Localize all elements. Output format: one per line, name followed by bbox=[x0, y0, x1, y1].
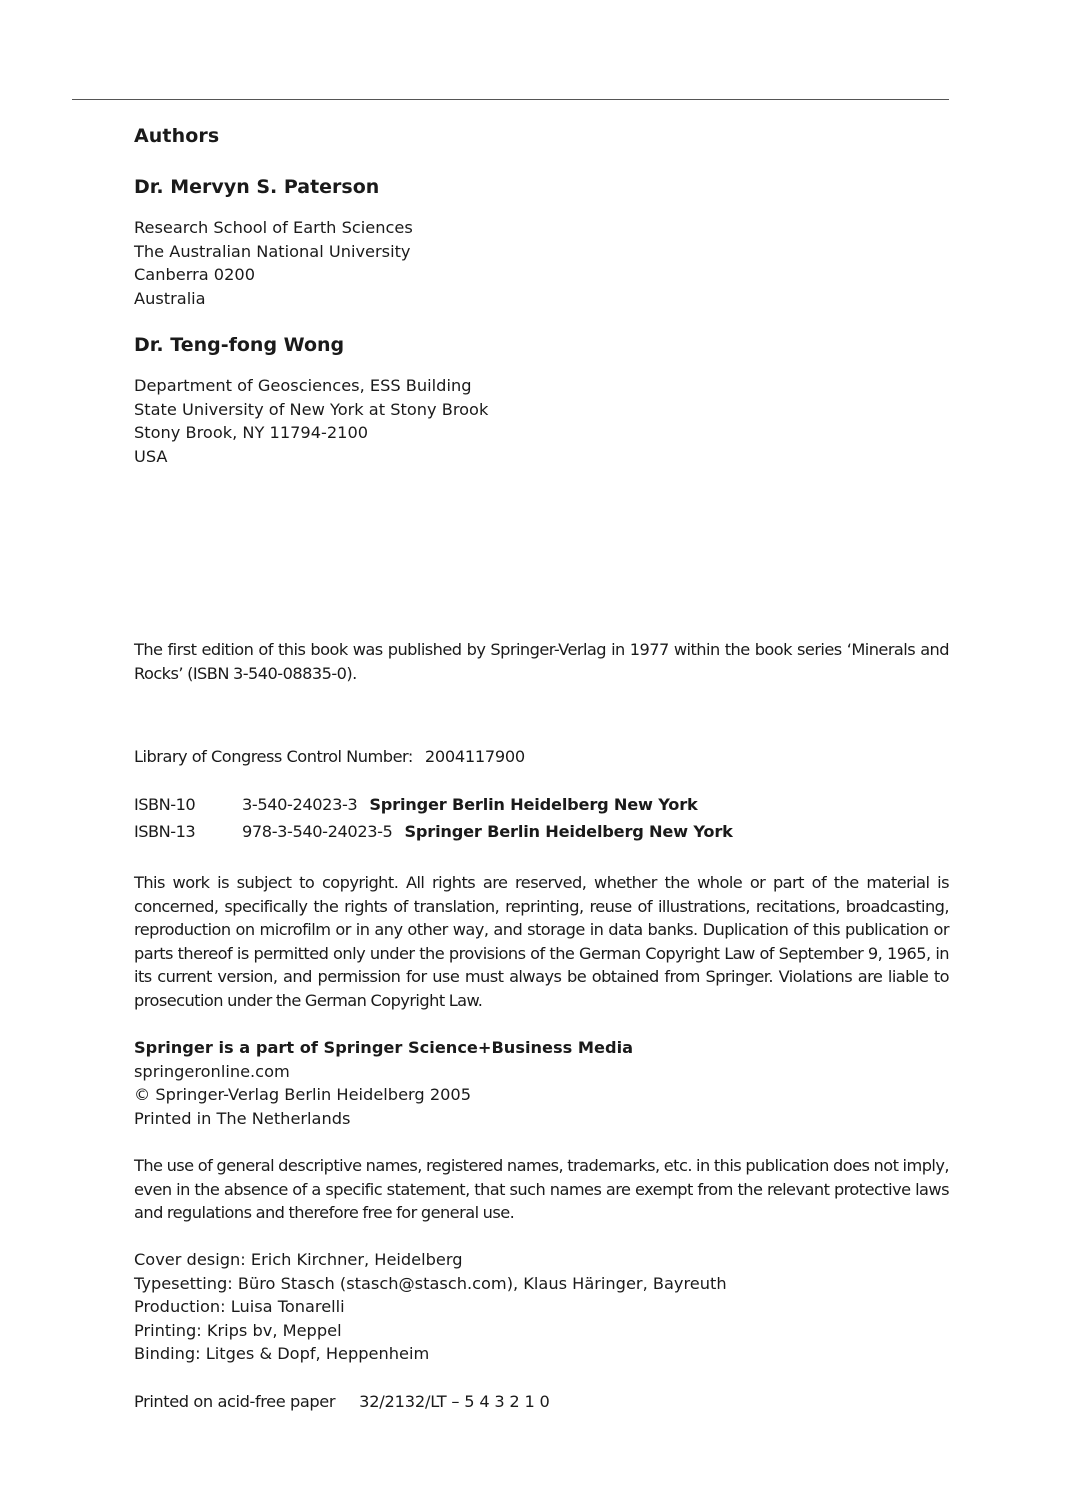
top-rule bbox=[72, 99, 949, 100]
isbn-list bbox=[134, 795, 733, 849]
lccn-label: Library of Congress Control Number: bbox=[134, 747, 413, 766]
address-line: The Australian National University bbox=[134, 241, 411, 261]
isbn-number: 978-3-540-24023-5 bbox=[242, 822, 393, 841]
credits bbox=[134, 1248, 727, 1366]
credit-line: Typesetting: Büro Stasch (stasch@stasch.com), Klaus Häringer, Bayreuth bbox=[134, 1273, 727, 1293]
lccn-value: 2004117900 bbox=[424, 747, 525, 766]
isbn-row bbox=[134, 822, 733, 849]
credit-line: Printing: Krips bv, Meppel bbox=[134, 1320, 342, 1340]
author-address-1 bbox=[134, 216, 413, 310]
address-line: Canberra 0200 bbox=[134, 265, 256, 285]
paper-note-code: 32/2132/LT – 5 4 3 2 1 0 bbox=[359, 1392, 550, 1411]
publisher-block bbox=[134, 1036, 633, 1130]
credit-line: Cover design: Erich Kirchner, Heidelberg bbox=[134, 1250, 463, 1269]
address-line: Stony Brook, NY 11794-2100 bbox=[134, 423, 369, 443]
isbn-label: ISBN-13 bbox=[134, 822, 196, 841]
isbn-label: ISBN-10 bbox=[134, 795, 196, 814]
isbn-publisher: Springer Berlin Heidelberg New York bbox=[369, 795, 698, 814]
isbn-publisher: Springer Berlin Heidelberg New York bbox=[404, 822, 733, 841]
credit-line: Binding: Litges & Dopf, Heppenheim bbox=[134, 1344, 430, 1364]
lccn bbox=[134, 745, 525, 769]
first-edition-note: The first edition of this book was published by Springer-Verlag in 1977 within the book series ‘Minerals and Rocks’ (ISBN 3-540-08835-0). bbox=[134, 640, 949, 683]
trademark-notice: The use of general descriptive names, registered names, trademarks, etc. in this publication does not imply, even in the absence of a specific statement, that such names are exempt from the relevant protective laws and regulations and therefore free for general use. bbox=[134, 1156, 949, 1223]
paper-note bbox=[134, 1390, 550, 1414]
address-line: USA bbox=[134, 446, 168, 466]
address-line: Research School of Earth Sciences bbox=[134, 218, 413, 237]
author-name-1: Dr. Mervyn S. Paterson bbox=[134, 176, 380, 198]
isbn-number: 3-540-24023-3 bbox=[242, 795, 358, 814]
publisher-tagline: Springer is a part of Springer Science+Business Media bbox=[134, 1038, 634, 1057]
isbn-row bbox=[134, 795, 733, 822]
address-line: Department of Geosciences, ESS Building bbox=[134, 376, 472, 395]
printed-in: Printed in The Netherlands bbox=[134, 1108, 351, 1128]
author-address-2 bbox=[134, 374, 488, 468]
paper-note-label: Printed on acid-free paper bbox=[134, 1392, 336, 1411]
copyright-notice: This work is subject to copyright. All rights are reserved, whether the whole or part of the material is concerned, specifically the rights of translation, reprinting, reuse of illustrations, recitations, broadcasting, reproduction on microfilm or in any other way, and storage in data banks. Duplication of this publication or parts thereof is permitted only under the provisions of the German Copyright Law of September 9, 1965, in its current version, and permission for use must always be obtained from Springer. Violations are liable to prosecution under the German Copyright Law. bbox=[134, 873, 949, 1010]
address-line: Australia bbox=[134, 288, 206, 308]
publisher-website: springeronline.com bbox=[134, 1061, 290, 1081]
author-name-2: Dr. Teng-fong Wong bbox=[134, 334, 345, 356]
credit-line: Production: Luisa Tonarelli bbox=[134, 1297, 345, 1317]
publisher-copyright: © Springer-Verlag Berlin Heidelberg 2005 bbox=[134, 1085, 472, 1105]
authors-heading: Authors bbox=[134, 125, 220, 147]
address-line: State University of New York at Stony Brook bbox=[134, 399, 489, 419]
